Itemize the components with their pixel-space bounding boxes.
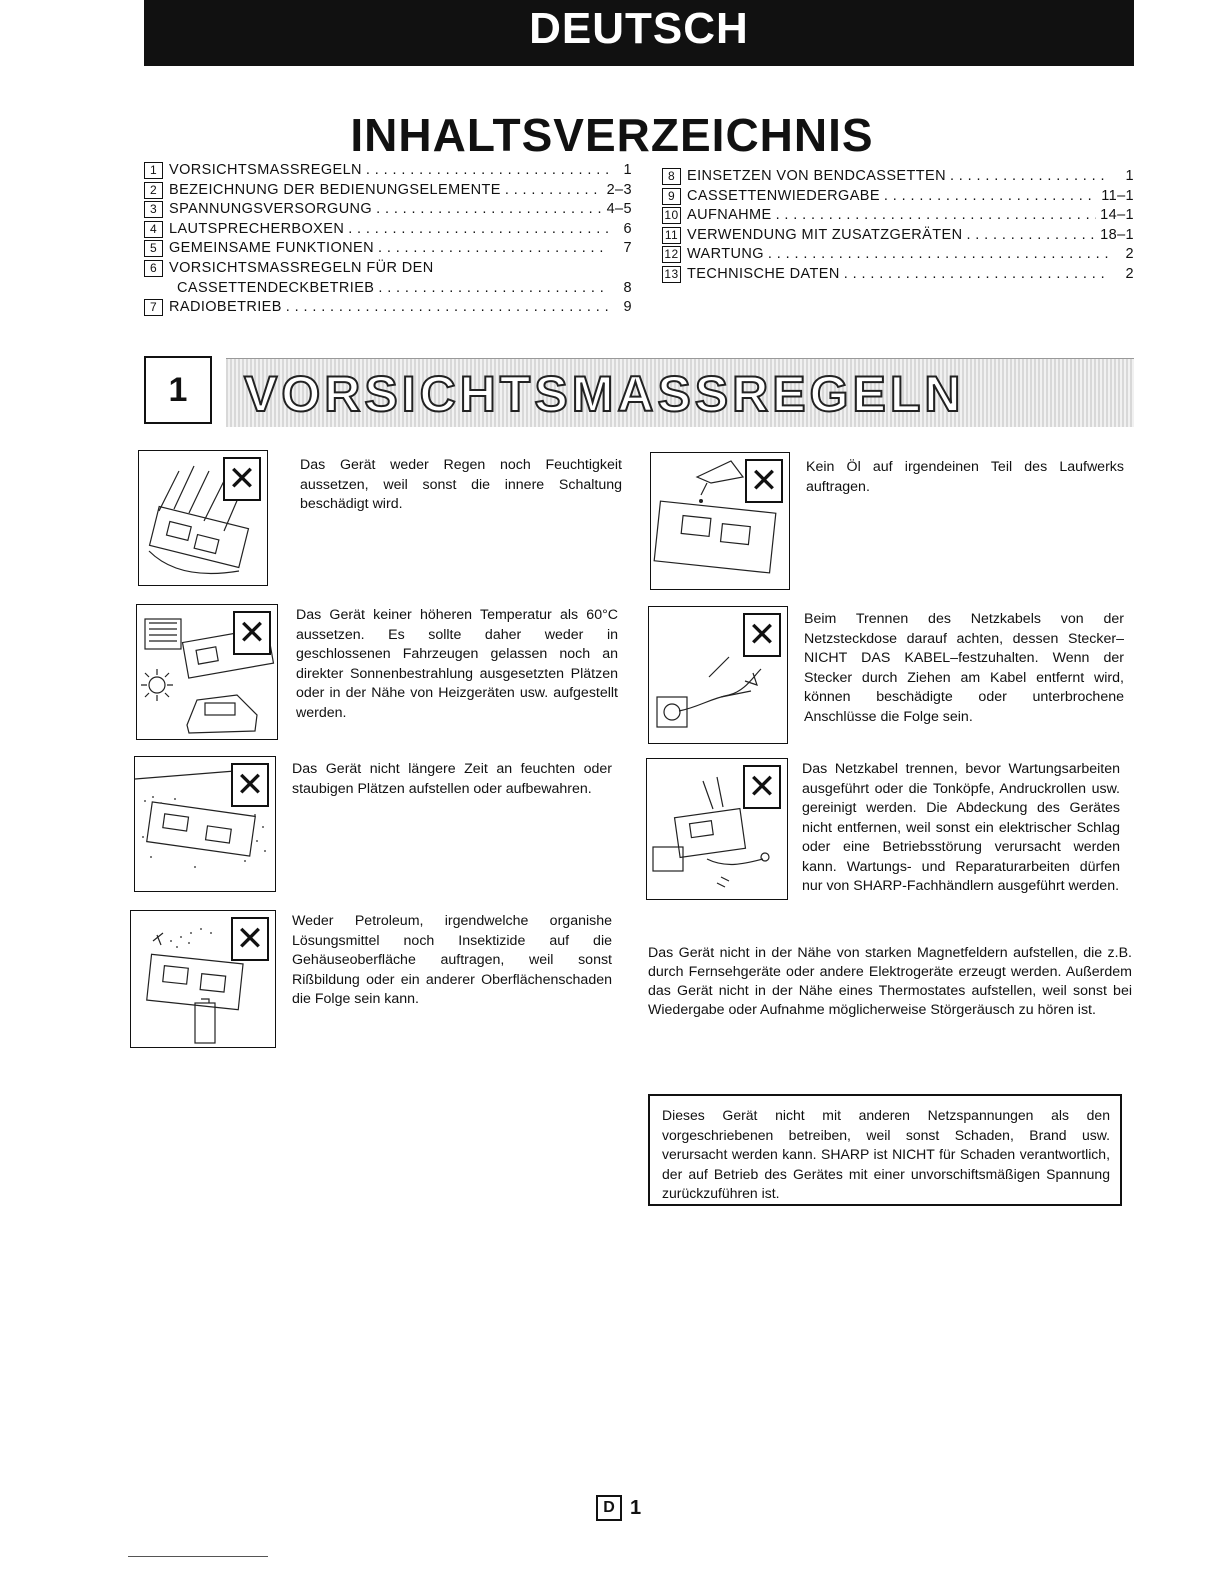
- toc-leader-dots: [366, 162, 608, 178]
- toc-entry: [144, 162, 632, 182]
- section-number: 1: [144, 356, 212, 424]
- toc-leader-dots: [505, 182, 603, 198]
- voltage-notice-text: Dieses Gerät nicht mit anderen Netzspannungen als den vorgeschriebenen betreiben, weil sonst Schaden, Brand usw. verursacht werden kann. SHARP ist NICHT für Schaden verantwortlich, der auf Betrieb des Gerätes mit einer unvorschiftsmäßigen Spannung zurückzuführen ist.: [662, 1107, 1110, 1201]
- toc-entry: [144, 182, 632, 202]
- toc-entry: [662, 246, 1134, 266]
- toc-leader-dots: [376, 201, 602, 217]
- toc-entry-label: GEMEINSAME FUNKTIONEN: [169, 240, 374, 257]
- toc-entry-page: 7: [623, 240, 632, 257]
- toc-entry-label: WARTUNG: [687, 246, 764, 263]
- toc-entry: [662, 266, 1134, 286]
- section-title: VORSICHTSMASSREGELN: [244, 366, 965, 422]
- toc-entry-page: 1: [623, 162, 632, 178]
- page-footer: [596, 1495, 641, 1521]
- toc-entry-page: 2: [1125, 265, 1134, 282]
- section-title-band: [226, 358, 1134, 427]
- toc-entry-label: CASSETTENWIEDERGABE: [687, 187, 880, 204]
- rain-icon: [138, 450, 268, 586]
- toc-entry-page: 6: [623, 220, 632, 237]
- toc-entry-label: SPANNUNGSVERSORGUNG: [169, 201, 373, 218]
- toc-entry-page: 1: [1125, 168, 1134, 184]
- toc-entry-number: 5: [144, 240, 163, 257]
- toc-entry-page: 11–1: [1101, 187, 1134, 204]
- toc-entry-page: 4–5: [606, 201, 632, 218]
- toc-left-column: [144, 162, 632, 319]
- toc-entry-number: 4: [144, 221, 163, 238]
- toc-entry-number: 8: [662, 168, 681, 185]
- toc-leader-dots: [950, 168, 1110, 184]
- warning-text: Weder Petroleum, irgendwelche organishe Lösungsmittel noch Insektizide auf die Gehäuseoberfläche auftragen, weil sonst Rißbildung oder ein anderer Oberflächenschaden die Folge sein kann.: [292, 913, 612, 1007]
- toc-entry-number: 3: [144, 201, 163, 218]
- toc-entry-number: 13: [662, 266, 681, 283]
- toc-entry-label: EINSETZEN VON BENDCASSETTEN: [687, 168, 946, 184]
- toc-entry-number: 2: [144, 182, 163, 199]
- toc-entry-number: 10: [662, 207, 681, 224]
- voltage-notice-box: [648, 1094, 1122, 1206]
- toc-entry: [144, 221, 632, 241]
- footer-rule: [128, 1556, 268, 1557]
- prohibited-mark: ✕: [743, 613, 781, 657]
- toc-leader-dots: [348, 221, 608, 237]
- toc-entry-number: 12: [662, 246, 681, 263]
- warning-text: Das Netzkabel trennen, bevor Wartungsarbeiten ausgeführt oder die Tonköpfe, Andruckrollen usw. gereinigt werden. Die Abdeckung des Gerätes nicht entfernen, weil sonst ein elektrischer Schlag oder eine Betriebsstörung verursacht werden kann. Wartungs- und Reparaturarbeiten dürfen nur von SHARP-Fachhändlern ausgeführt werden.: [802, 761, 1120, 894]
- toc-entry-number: 11: [662, 227, 681, 244]
- toc-entry-label: CASSETTENDECKBETRIEB: [177, 279, 375, 296]
- toc-leader-dots: [378, 240, 608, 256]
- toc-entry: [662, 207, 1134, 227]
- toc-entry: [144, 280, 632, 300]
- heat-icon: [136, 604, 278, 740]
- toc-entry-number: 7: [144, 299, 163, 316]
- spray-icon: [130, 910, 276, 1048]
- toc-leader-dots: [776, 207, 1097, 223]
- toc-entry-page: 9: [623, 299, 632, 316]
- dust-icon: [134, 756, 276, 892]
- prohibited-mark: ✕: [233, 611, 271, 655]
- toc-entry: [662, 227, 1134, 247]
- toc-leader-dots: [378, 280, 608, 296]
- toc-entry-label: BEZEICHNUNG DER BEDIENUNGSELEMENTE: [169, 181, 501, 198]
- toc-entry-label: VORSICHTSMASSREGELN FÜR DEN: [169, 259, 434, 276]
- toc-entry-page: 8: [623, 279, 632, 296]
- footer-language-box: D: [596, 1495, 622, 1521]
- prohibited-mark: ✕: [231, 763, 269, 807]
- toc-entry-page: 2–3: [606, 181, 632, 198]
- toc-entry-label: RADIOBETRIEB: [169, 299, 282, 316]
- prohibited-mark: ✕: [231, 917, 269, 961]
- warning-text: Das Gerät weder Regen noch Feuchtigkeit aussetzen, weil sonst die innere Schaltung beschädigt wird.: [300, 457, 622, 512]
- toc-entry-number: 1: [144, 162, 163, 179]
- prohibited-mark: ✕: [743, 765, 781, 809]
- warning-text: Das Gerät keiner höheren Temperatur als 60°C aussetzen. Es sollte daher weder in geschlossenen Fahrzeugen gelassen noch an direkter Sonnenbestrahlung ausgesetzten Plätzen oder in der Nähe von Heizgeräten usw. aufgestellt werden.: [296, 607, 618, 721]
- magnet-warning-text: Das Gerät nicht in der Nähe von starken Magnetfeldern aufstellen, die z.B. durch Fernsehgeräte oder andere Elektrogeräte erzeugt werden. Außerdem das Gerät nicht in der Nähe eines Thermostates aufstellen, weil sonst bei Wiedergabe oder Aufnahme möglicherweise Störgeräusch zu hören ist.: [648, 945, 1132, 1018]
- toc-entry: [144, 260, 632, 280]
- prohibited-mark: ✕: [745, 459, 783, 503]
- page-number: 1: [630, 1496, 642, 1519]
- toc-leader-dots: [286, 299, 608, 315]
- toc-entry-page: 14–1: [1100, 207, 1134, 224]
- warning-text: Kein Öl auf irgendeinen Teil des Laufwerks auftragen.: [806, 459, 1124, 495]
- oil-icon: [650, 452, 790, 590]
- plug-icon: [648, 606, 788, 744]
- toc-entry: [144, 201, 632, 221]
- toc-leader-dots: [966, 227, 1096, 243]
- toc-entry-page: 2: [1125, 246, 1134, 263]
- toc-entry: [662, 188, 1134, 208]
- prohibited-mark: ✕: [223, 457, 261, 501]
- toc-leader-dots: [768, 246, 1110, 262]
- toc-entry-label: AUFNAHME: [687, 207, 772, 224]
- toc-entry-page: 18–1: [1100, 226, 1134, 243]
- language-label: DEUTSCH: [529, 4, 749, 53]
- toc-entry: [144, 240, 632, 260]
- toc-right-column: [662, 168, 1134, 286]
- language-header: [144, 0, 1134, 66]
- toc-entry-label: LAUTSPRECHERBOXEN: [169, 220, 345, 237]
- warning-text: Beim Trennen des Netzkabels von der Netzsteckdose darauf achten, dessen Stecker– NICHT DAS KABEL–festzuhalten. Wenn der Stecker durch Ziehen am Kabel entfernt wird, können beschädigte oder unterbrochene Anschlüsse die Folge sein.: [804, 611, 1124, 725]
- toc-entry-label: VERWENDUNG MIT ZUSATZGERÄTEN: [687, 226, 963, 243]
- toc-title: INHALTSVERZEICHNIS: [350, 109, 874, 161]
- toc-entry-label: VORSICHTSMASSREGELN: [169, 162, 362, 178]
- toc-entry: [662, 168, 1134, 188]
- toc-leader-dots: [844, 266, 1110, 282]
- toc-entry: [144, 299, 632, 319]
- toc-entry-number: 9: [662, 188, 681, 205]
- warning-text: Das Gerät nicht längere Zeit an feuchten oder staubigen Plätzen aufstellen oder aufbewahren.: [292, 761, 612, 797]
- toc-leader-dots: [884, 188, 1097, 204]
- screwdriver-icon: [646, 758, 788, 900]
- toc-entry-number: 6: [144, 260, 163, 277]
- toc-entry-label: TECHNISCHE DATEN: [687, 265, 840, 282]
